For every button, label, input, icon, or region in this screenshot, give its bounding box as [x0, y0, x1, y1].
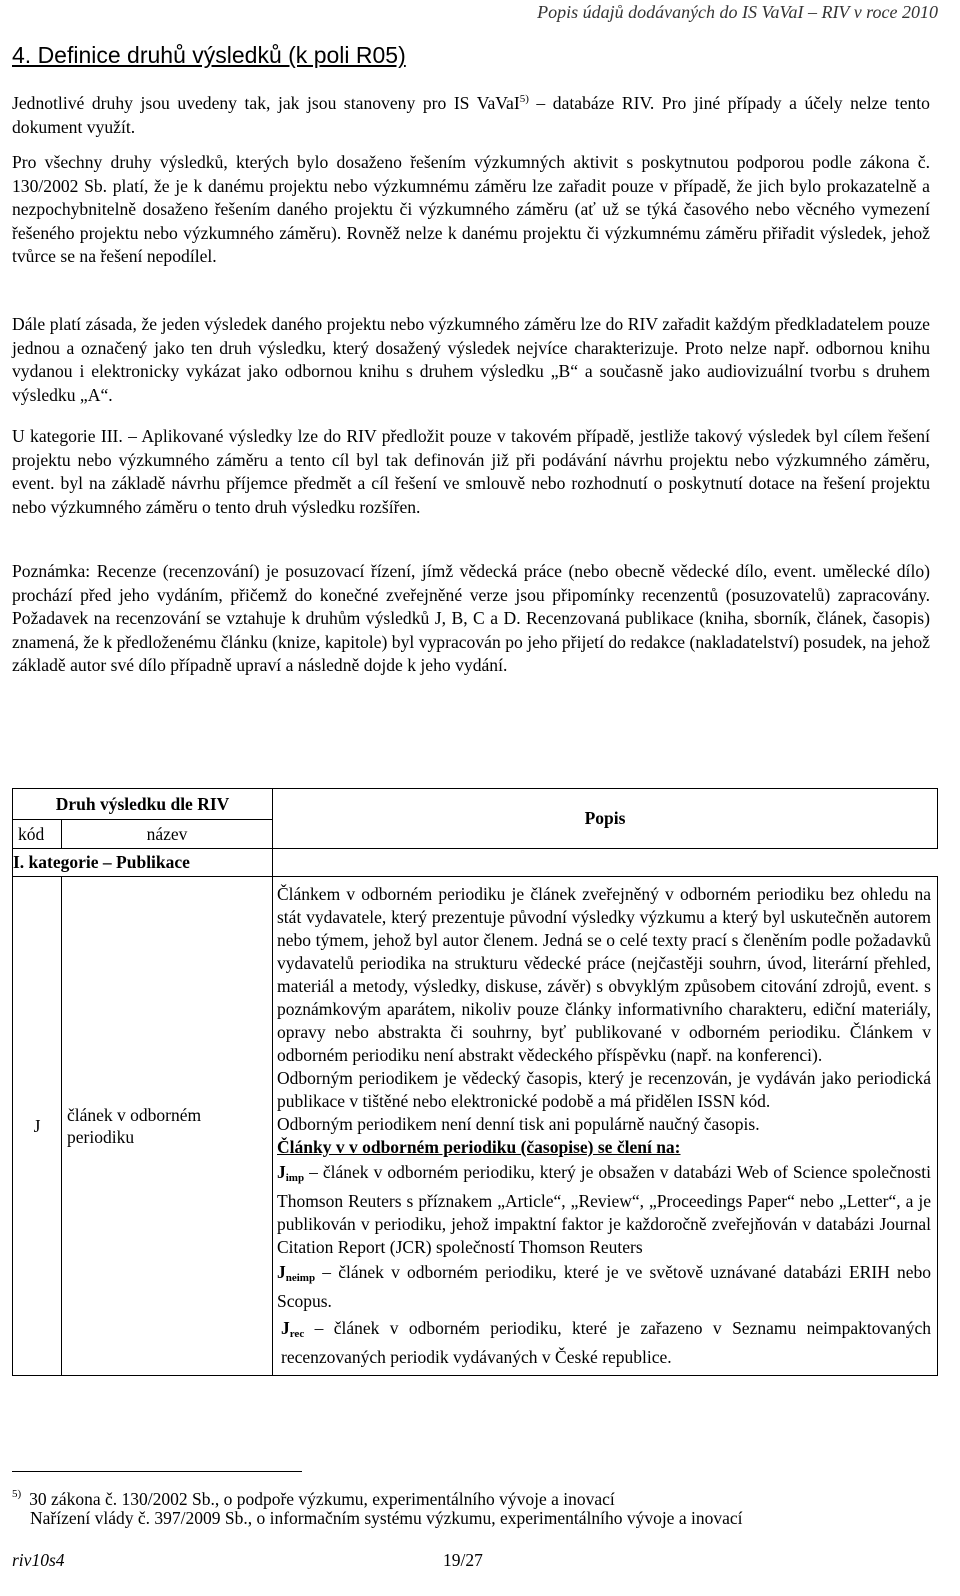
table-header-group: Druh výsledku dle RIV	[13, 789, 273, 820]
subtype-jimp	[277, 1161, 931, 1259]
result-types-table	[12, 788, 938, 1376]
result-description	[273, 877, 938, 1376]
section-title: 4. Definice druhů výsledků (k poli R05)	[12, 42, 406, 68]
result-name: článek v odborném periodiku	[62, 877, 273, 1376]
category-spacer	[273, 849, 938, 877]
paragraph-intro-text: Jednotlivé druhy jsou uvedeny tak, jak jsou stanoveny pro IS VaVaI	[12, 93, 520, 113]
footnote-marker: 5)	[12, 1488, 22, 1500]
table-header-row	[13, 789, 938, 820]
table-category-row	[13, 849, 938, 877]
subtype-jimp-code: J	[277, 1162, 286, 1182]
subtype-jneimp	[277, 1261, 931, 1313]
paragraph-category-iii: U kategorie III. – Aplikované výsledky lze do RIV předložit pouze v takovém případě, jestliže takový výsledek byl cílem řešení projektu nebo výzkumného záměru a tento cíl byl tak definován již při podávání návrhu projektu nebo výzkumného záměru, event. byl na základě návrhu příjemce předmět a cíl řešení ve smlouvě nebo rozhodnutí o poskytnutí dotace na řešení projektu nebo výzkumného záměru o tento druh výsledku rozšířen.	[12, 426, 930, 517]
paragraph-intro-text-cont: – databáze RIV. Pro jiné případy a účely nelze tento dokument využít.	[12, 93, 930, 137]
description-definition: Článkem v odborném periodiku je článek zveřejněný v odborném periodiku bez ohledu na stát vydavatele, který prezentuje původní výsledky výzkumu a který byl uskutečněn autorem nebo týmem, jehož byl autor členem. Jedná se o celé texty prací s členěním podle požadavků vydavatelů periodika na strukturu vědecké práce (nejčastěji souhrn, úvod, literární přehled, materiál a metody, výsledky, diskuse, závěr) s obvyklým způsobem citování zdrojů, event. s poznámkovým aparátem, nikoliv pouze články informativního charakteru, ediční materiály, opravy nebo abstrakta či souhrny, byť publikované v odborném periodiku. Článkem v odborném periodiku není abstrakt vědeckého příspěvku (např. na konferenci).	[277, 884, 931, 1065]
running-header: Popis údajů dodávaných do IS VaVaI – RIV v roce 2010	[537, 2, 938, 22]
subtype-jrec-text: – článek v odborném periodiku, které je zařazeno v Seznamu neimpaktovaných recenzovaných periodik vydávaných v České republice.	[281, 1318, 931, 1367]
subtype-jimp-text: – článek v odborném periodiku, který je obsažen v databázi Web of Science společnosti Thomson Reuters s příznakem „Article“, „Review“, „Proceedings Paper“ nebo „Letter“, a je publikován v periodiku, jehož impaktní faktor je každoročně zveřejňován v databázi Journal Citation Report (JCR) společností Thomson Reuters	[277, 1162, 931, 1257]
footnote-line-2: Nařízení vlády č. 397/2009 Sb., o informačním systému výzkumu, experimentálního vývoje a inovací	[30, 1508, 743, 1528]
subtype-jneimp-code: J	[277, 1262, 286, 1282]
footnote-text-1: 30 zákona č. 130/2002 Sb., o podpoře výzkumu, experimentálního vývoje a inovací	[29, 1489, 615, 1509]
table-header-popis: Popis	[273, 789, 938, 849]
subtype-jneimp-suffix: neimp	[285, 1272, 316, 1284]
result-code: J	[13, 877, 62, 1376]
subtype-jrec-suffix: rec	[289, 1328, 305, 1340]
paragraph-results-scope: Pro všechny druhy výsledků, kterých bylo dosaženo řešením výzkumných aktivit s poskytnutou podporou podle zákona č. 130/2002 Sb. platí, že je k danému projektu nebo výzkumnému záměru lze zařadit pouze v případě, že jich bylo prokazatelně a nezpochybnitelně dosaženo řešením daného projektu či výzkumného záměru (ať už se týká časového nebo věcného vymezení řešeného projektu nebo výzkumného záměru). Rovněž nelze k danému projektu či výzkumnému záměru přiřadit výsledek, jehož tvůrce se na řešení nepodílel.	[12, 152, 930, 266]
footer-doc-id: riv10s4	[12, 1550, 65, 1570]
subtype-jrec-code: J	[281, 1318, 290, 1338]
subtype-jimp-suffix: imp	[285, 1172, 305, 1184]
subtype-jneimp-text: – článek v odborném periodiku, které je ve světově uznávané databázi ERIH nebo Scopus.	[277, 1262, 931, 1311]
paragraph-review-note: Poznámka: Recenze (recenzování) je posuzovací řízení, jímž vědecká práce (nebo obecně vědecké dílo, event. umělecké dílo) prochází před jeho vydáním, přičemž do konečné zveřejněné verze jsou připomínky recenzentů (posuzovatelů) zapracovány. Požadavek na recenzování se vztahuje k druhům výsledků J, B, C a D. Recenzovaná publikace (kniha, sborník, článek, časopis) znamená, že k předloženému článku (knize, kapitole) byl vypracován po jeho přijetí do redakce (nakladatelství) posudek, na jehož základě autor své dílo případně upraví a následně dojde k jeho vydání.	[12, 561, 930, 675]
footnote-line-1	[12, 1483, 615, 1510]
description-exclusions: Odborným periodikem není denní tisk ani populárně naučný časopis.	[277, 1114, 760, 1134]
footnote-reference: 5)	[519, 93, 529, 105]
description-periodical: Odborným periodikem je vědecký časopis, který je recenzován, je vydáván jako periodická publikace v tištěné nebo elektronické podobě a má přidělen ISSN kód.	[277, 1068, 931, 1111]
paragraph-single-result-rule: Dále platí zásada, že jeden výsledek daného projektu nebo výzkumného záměru lze do RIV zařadit každým předkladatelem pouze jednou a označený jako ten druh výsledku, který dosažený výsledek nejvíce charakterizuje. Proto nelze např. odbornou knihu vydanou i elektronicky vykázat jako odbornou knihu s druhem výsledku „B“ a současně jako audiovizuální tvorbu s druhem výsledku „A“.	[12, 314, 930, 405]
footnote-divider	[12, 1471, 302, 1472]
description-subtypes-heading: Články v v odborném periodiku (časopise) se člení na:	[277, 1137, 681, 1157]
table-header-name: název	[62, 820, 273, 849]
footer-page-number: 19/27	[443, 1550, 483, 1570]
subtype-jrec	[277, 1317, 931, 1369]
table-header-code: kód	[13, 820, 62, 849]
paragraph-intro	[12, 88, 930, 139]
category-label: I. kategorie – Publikace	[13, 849, 273, 877]
table-row	[13, 877, 938, 1376]
